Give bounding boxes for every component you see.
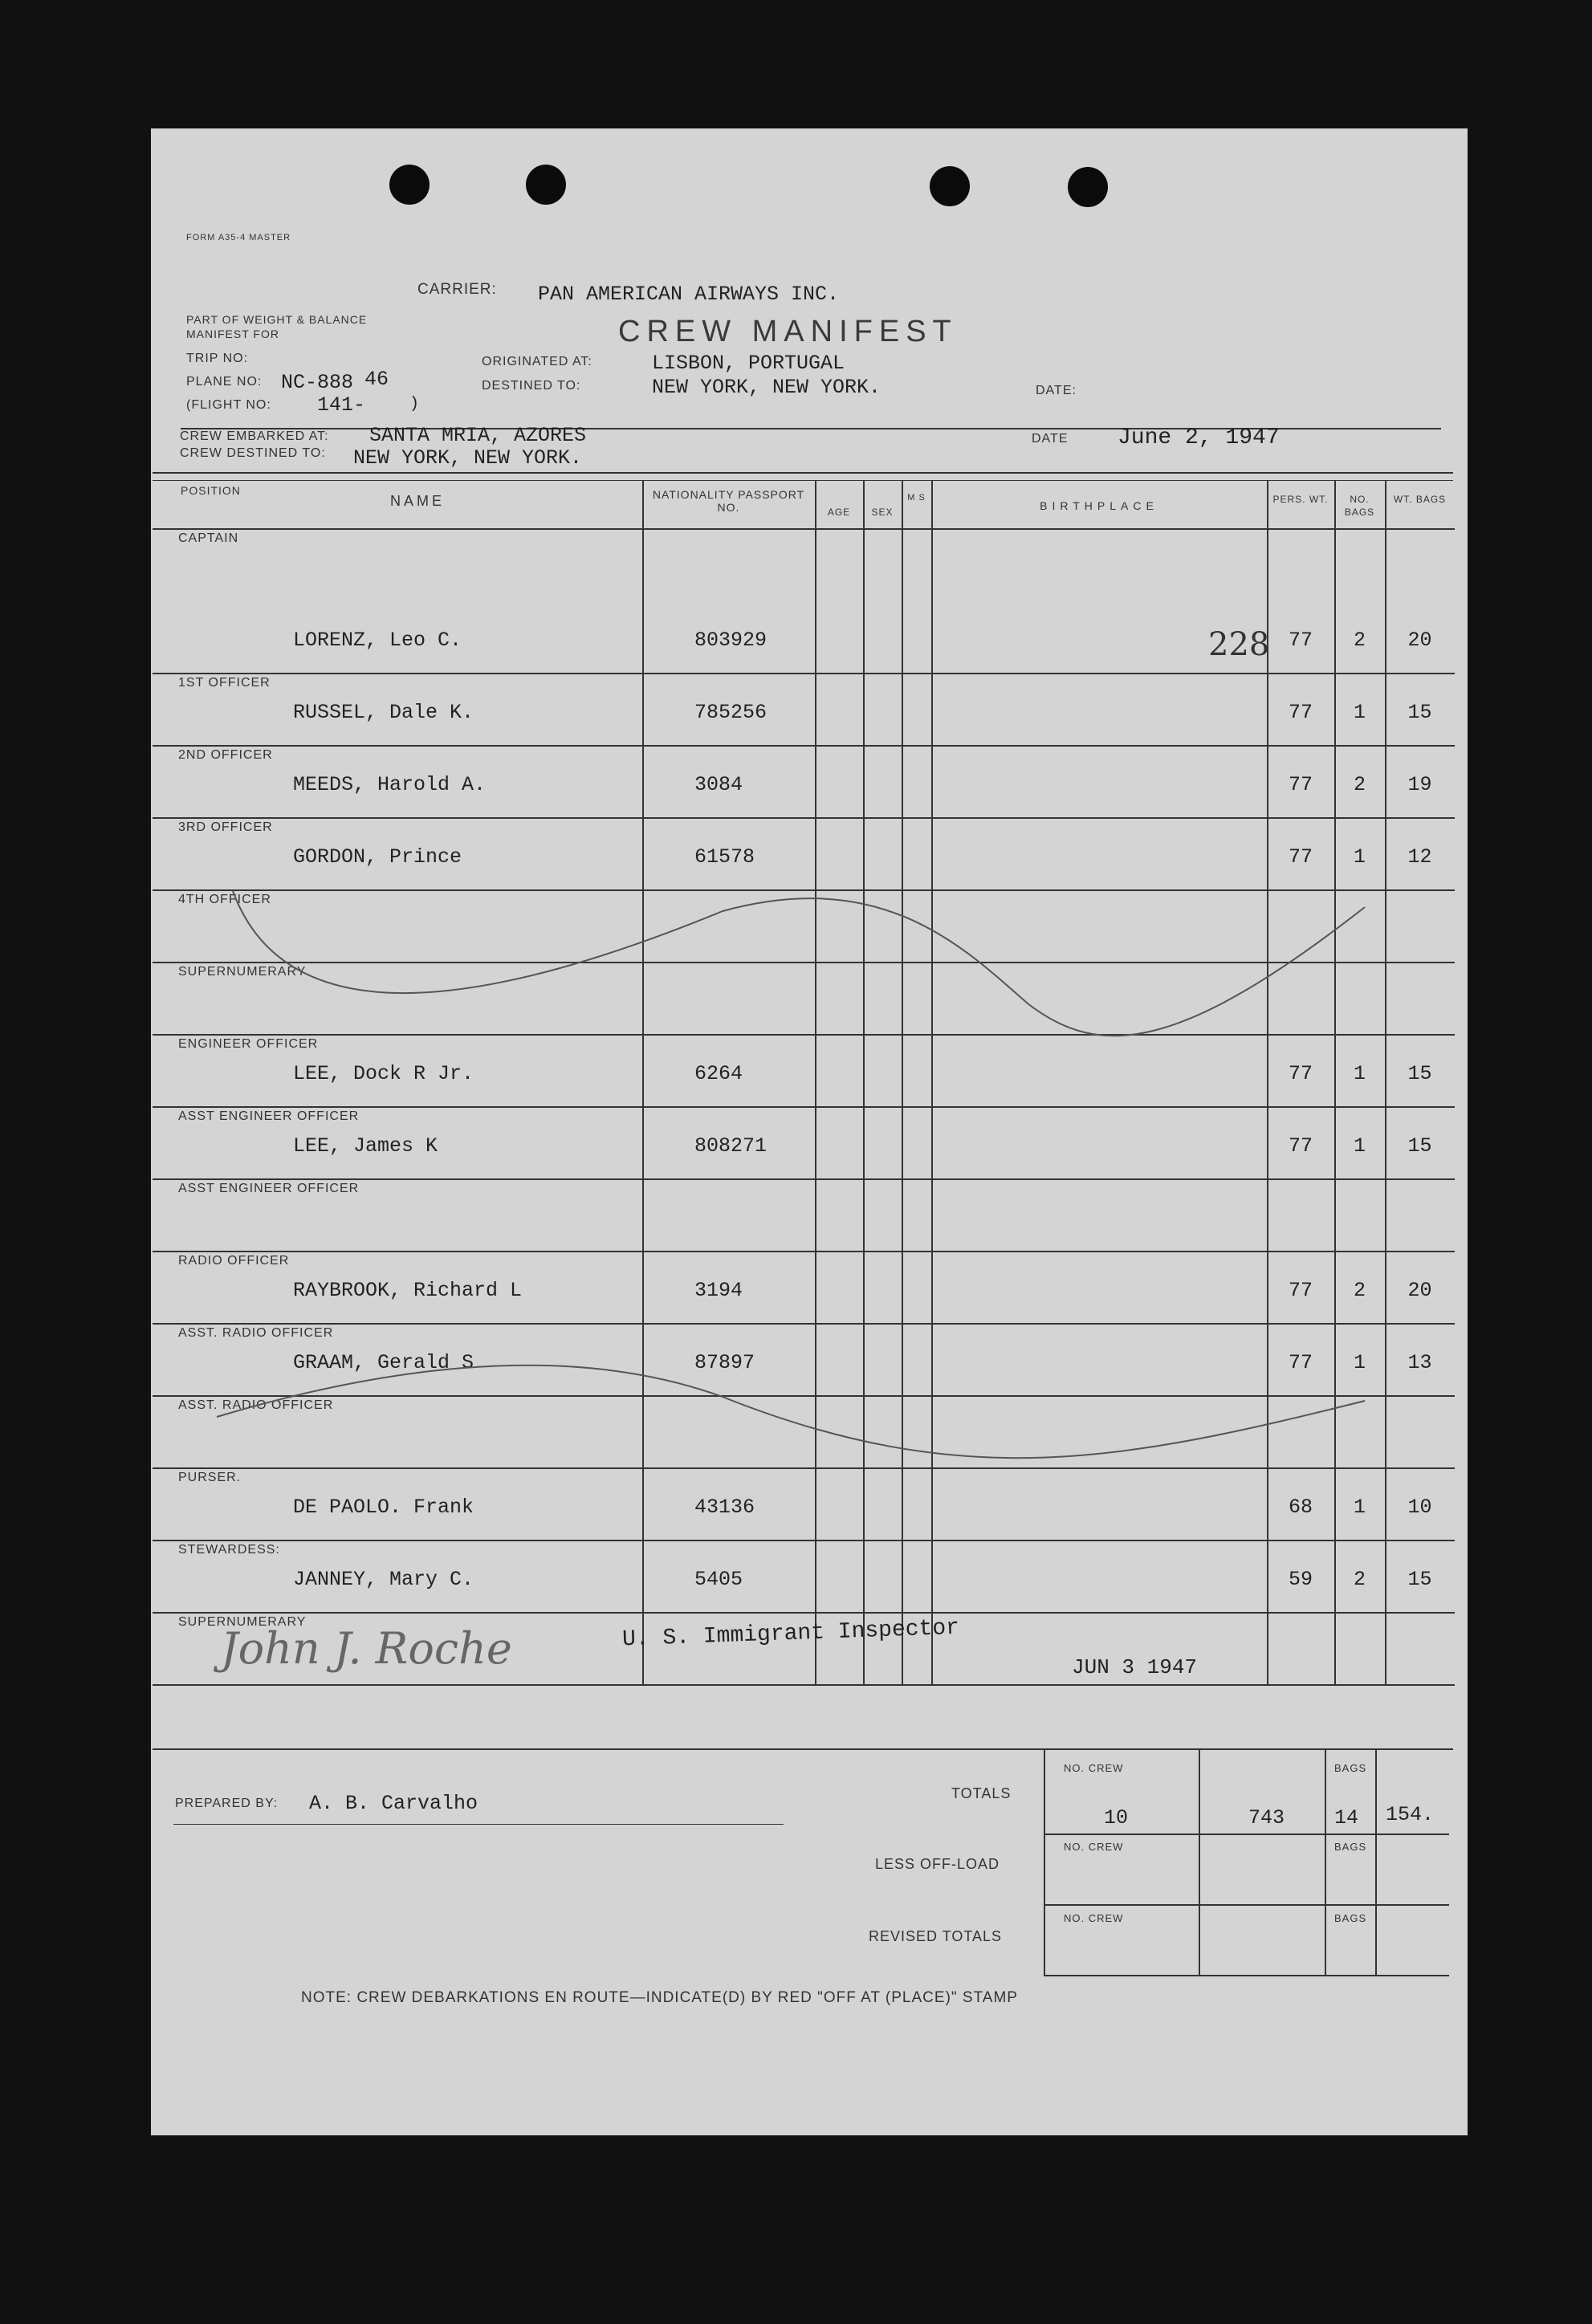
- page-title: CREW MANIFEST: [618, 315, 958, 348]
- row-name: MEEDS, Harold A.: [293, 773, 487, 796]
- divider: [153, 480, 1453, 481]
- row-wt-bags: 13: [1407, 1351, 1432, 1374]
- table-line: [153, 1034, 1455, 1036]
- totals-border: [1375, 1750, 1377, 1975]
- header-position: POSITION: [181, 484, 241, 497]
- column-line: [863, 480, 865, 1684]
- plane-no-suffix: 46: [364, 368, 389, 391]
- row-name: GORDON, Prince: [293, 845, 462, 869]
- row-passport: 3194: [694, 1279, 743, 1302]
- row-name: LEE, James K: [293, 1134, 438, 1158]
- table-line: [153, 1612, 1455, 1614]
- plane-no-label: PLANE NO:: [186, 375, 263, 389]
- row-no-bags: 1: [1353, 701, 1366, 724]
- row-no-bags: 2: [1353, 629, 1366, 652]
- crew-embarked-value: SANTA MRIA, AZORES: [369, 424, 587, 447]
- row-position: SUPERNUMERARY: [178, 965, 307, 979]
- header-age: AGE: [827, 507, 851, 518]
- date2-value: June 2, 1947: [1118, 425, 1280, 450]
- originated-value: LISBON, PORTUGAL: [652, 352, 845, 375]
- totals-border: [1044, 1750, 1045, 1975]
- row-position: RADIO OFFICER: [178, 1254, 290, 1268]
- header-birthplace: BIRTHPLACE: [1040, 499, 1158, 512]
- flight-no-label: (FLIGHT NO:: [186, 398, 271, 412]
- table-line: [153, 889, 1455, 891]
- punch-hole: [1068, 167, 1108, 207]
- table-line: [153, 745, 1455, 747]
- row-position: 4TH OFFICER: [178, 893, 271, 906]
- row-pers-wt: 77: [1288, 1351, 1313, 1374]
- row-wt-bags: 20: [1407, 629, 1432, 652]
- header-pers-wt: PERS. WT.: [1272, 494, 1329, 505]
- date-label: DATE:: [1036, 384, 1077, 397]
- inspector-text: U. S. Immigrant Inspector: [621, 1615, 960, 1653]
- row-wt-bags: 19: [1407, 773, 1432, 796]
- row-no-bags: 1: [1353, 1134, 1366, 1158]
- plane-no-value: NC-888: [281, 371, 354, 394]
- no-crew-label: NO. CREW: [1064, 1912, 1124, 1924]
- crew-embarked-label: CREW EMBARKED AT:: [180, 429, 329, 443]
- table-line: [153, 1467, 1455, 1469]
- column-line: [815, 480, 816, 1684]
- row-pers-wt: 77: [1288, 845, 1313, 869]
- table-line: [153, 817, 1455, 819]
- divider: [153, 472, 1453, 474]
- manifest-for-label: MANIFEST FOR: [186, 328, 279, 340]
- flight-no-value: 141-: [317, 393, 366, 417]
- footer-note: NOTE: CREW DEBARKATIONS EN ROUTE—INDICATE(D) BY RED "OFF AT (PLACE)" STAMP: [301, 1989, 1018, 2006]
- destined-label: DESTINED TO:: [482, 379, 581, 393]
- total-weight: 743: [1248, 1806, 1285, 1829]
- row-passport: 785256: [694, 701, 767, 724]
- row-position: STEWARDESS:: [178, 1543, 280, 1557]
- row-position: PURSER.: [178, 1471, 242, 1484]
- row-position: SUPERNUMERARY: [178, 1615, 307, 1629]
- bags-label: BAGS: [1334, 1841, 1367, 1853]
- row-position: 1ST OFFICER: [178, 676, 271, 690]
- no-crew-label: NO. CREW: [1064, 1841, 1124, 1853]
- row-no-bags: 1: [1353, 1062, 1366, 1085]
- crew-destined-value: NEW YORK, NEW YORK.: [353, 446, 583, 470]
- column-line: [902, 480, 903, 1684]
- row-no-bags: 2: [1353, 1279, 1366, 1302]
- form-number: FORM A35-4 MASTER: [186, 233, 291, 242]
- table-line: [153, 1251, 1455, 1252]
- row-name: LEE, Dock R Jr.: [293, 1062, 474, 1085]
- row-pers-wt: 59: [1288, 1568, 1313, 1591]
- punch-hole: [389, 165, 430, 205]
- row-pers-wt: 77: [1288, 1134, 1313, 1158]
- row-passport: 6264: [694, 1062, 743, 1085]
- totals-border: [1199, 1750, 1200, 1975]
- row-name: RAYBROOK, Richard L: [293, 1279, 523, 1302]
- row-pers-wt: 77: [1288, 773, 1313, 796]
- row-name: RUSSEL, Dale K.: [293, 701, 474, 724]
- totals-border: [1044, 1904, 1449, 1906]
- table-line: [153, 1106, 1455, 1108]
- row-no-bags: 2: [1353, 1568, 1366, 1591]
- total-no-crew: 10: [1104, 1806, 1129, 1829]
- bags-label: BAGS: [1334, 1912, 1367, 1924]
- row-pers-wt: 68: [1288, 1496, 1313, 1519]
- row-pers-wt: 77: [1288, 1062, 1313, 1085]
- row-position: ASST ENGINEER OFFICER: [178, 1182, 360, 1195]
- flight-no-close: ): [409, 395, 420, 413]
- row-position: ASST ENGINEER OFFICER: [178, 1109, 360, 1123]
- row-passport: 43136: [694, 1496, 755, 1519]
- header-name: NAME: [389, 493, 445, 509]
- trip-no-label: TRIP NO:: [186, 352, 249, 365]
- totals-border: [1044, 1975, 1449, 1976]
- prepared-by-value: A. B. Carvalho: [309, 1792, 478, 1815]
- header-ms: M S: [907, 493, 926, 503]
- crew-destined-label: CREW DESTINED TO:: [180, 446, 326, 460]
- row-passport: 803929: [694, 629, 767, 652]
- table-line: [153, 1395, 1455, 1397]
- destined-value: NEW YORK, NEW YORK.: [652, 376, 882, 399]
- total-bags: 14: [1334, 1806, 1359, 1829]
- totals-border: [1325, 1750, 1326, 1975]
- total-bags-weight: 154.: [1386, 1803, 1435, 1826]
- row-wt-bags: 15: [1407, 1134, 1432, 1158]
- table-line: [153, 1178, 1455, 1180]
- punch-hole: [930, 166, 970, 206]
- row-wt-bags: 12: [1407, 845, 1432, 869]
- table-line: [153, 1323, 1455, 1325]
- row-wt-bags: 15: [1407, 701, 1432, 724]
- row-no-bags: 1: [1353, 845, 1366, 869]
- row-wt-bags: 20: [1407, 1279, 1432, 1302]
- inspector-signature: John J. Roche: [221, 1623, 512, 1674]
- prepared-by-label: PREPARED BY:: [175, 1797, 279, 1810]
- table-line: [153, 962, 1455, 963]
- row-name: GRAAM, Gerald S: [293, 1351, 474, 1374]
- row-pers-wt: 77: [1288, 1279, 1313, 1302]
- part-of-label: PART OF WEIGHT & BALANCE: [186, 313, 368, 326]
- row-no-bags: 1: [1353, 1496, 1366, 1519]
- revised-totals-label: REVISED TOTALS: [869, 1928, 1003, 1944]
- column-line: [931, 480, 933, 1684]
- table-line: [153, 1540, 1455, 1541]
- row-passport: 3084: [694, 773, 743, 796]
- row-pers-wt: 77: [1288, 701, 1313, 724]
- carrier-value: PAN AMERICAN AIRWAYS INC.: [538, 283, 840, 306]
- header-wt-bags: WT. BAGS: [1393, 494, 1447, 505]
- header-no-bags: NO. BAGS: [1344, 494, 1375, 518]
- row-pers-wt: 77: [1288, 629, 1313, 652]
- table-line: [153, 528, 1455, 530]
- row-position: 2ND OFFICER: [178, 748, 273, 762]
- punch-hole: [526, 165, 566, 205]
- row-passport: 61578: [694, 845, 755, 869]
- row-position: CAPTAIN: [178, 531, 239, 545]
- row-no-bags: 2: [1353, 773, 1366, 796]
- row-position: ASST. RADIO OFFICER: [178, 1326, 334, 1340]
- bags-label: BAGS: [1334, 1762, 1367, 1774]
- row-name: JANNEY, Mary C.: [293, 1568, 474, 1591]
- row-position: ASST. RADIO OFFICER: [178, 1398, 334, 1412]
- divider: [153, 1748, 1453, 1750]
- header-nationality: NATIONALITY PASSPORT NO.: [652, 488, 805, 514]
- row-passport: 808271: [694, 1134, 767, 1158]
- table-line: [153, 673, 1455, 674]
- row-passport: 87897: [694, 1351, 755, 1374]
- row-name: DE PAOLO. Frank: [293, 1496, 474, 1519]
- header-sex: SEX: [871, 507, 894, 518]
- row-wt-bags: 10: [1407, 1496, 1432, 1519]
- row-position: ENGINEER OFFICER: [178, 1037, 319, 1051]
- carrier-label: CARRIER:: [417, 281, 497, 298]
- row-name: LORENZ, Leo C.: [293, 629, 462, 652]
- row-wt-bags: 15: [1407, 1568, 1432, 1591]
- no-crew-label: NO. CREW: [1064, 1762, 1124, 1774]
- column-line: [642, 480, 644, 1684]
- totals-label: TOTALS: [951, 1785, 1012, 1801]
- row-no-bags: 1: [1353, 1351, 1366, 1374]
- annotation-228: 228: [1208, 626, 1270, 663]
- row-position: 3RD OFFICER: [178, 820, 273, 834]
- table-line: [153, 1684, 1455, 1686]
- originated-label: ORIGINATED AT:: [482, 355, 592, 368]
- row-wt-bags: 15: [1407, 1062, 1432, 1085]
- inspector-date: JUN 3 1947: [1072, 1655, 1198, 1679]
- signature-line: [173, 1824, 784, 1825]
- totals-border: [1044, 1834, 1449, 1835]
- less-offload-label: LESS OFF-LOAD: [875, 1856, 1000, 1872]
- row-passport: 5405: [694, 1568, 743, 1591]
- date2-label: DATE: [1032, 432, 1069, 446]
